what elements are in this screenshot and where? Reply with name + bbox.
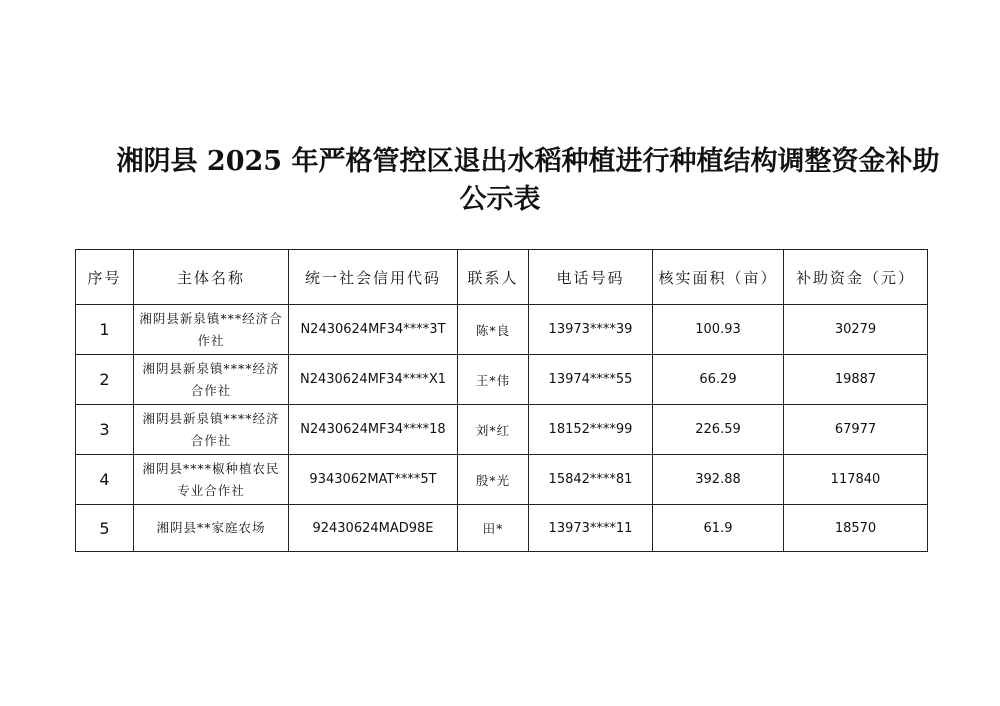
header-index: 序号	[76, 250, 134, 305]
header-entity-name: 主体名称	[134, 250, 289, 305]
cell-index: 1	[76, 305, 134, 355]
cell-entity-name: 湘阴县新泉镇****经济合作社	[134, 405, 289, 455]
header-credit-code: 统一社会信用代码	[289, 250, 458, 305]
cell-entity-name: 湘阴县**家庭农场	[134, 505, 289, 552]
cell-contact: 田*	[458, 505, 529, 552]
cell-area: 226.59	[653, 405, 784, 455]
table-row	[76, 405, 928, 455]
cell-subsidy: 30279	[784, 305, 928, 355]
title-line-2: 公示表	[459, 184, 541, 215]
table-row	[76, 355, 928, 405]
cell-area: 61.9	[653, 505, 784, 552]
cell-contact: 殷*光	[458, 455, 529, 505]
table-row	[76, 305, 928, 355]
cell-entity-name: 湘阴县****椒种植农民专业合作社	[134, 455, 289, 505]
cell-index: 2	[76, 355, 134, 405]
cell-phone: 13973****11	[529, 505, 653, 552]
cell-entity-name: 湘阴县新泉镇****经济合作社	[134, 355, 289, 405]
cell-credit-code: N2430624MF34****18	[289, 405, 458, 455]
cell-credit-code: N2430624MF34****3T	[289, 305, 458, 355]
cell-contact: 陈*良	[458, 305, 529, 355]
header-phone: 电话号码	[529, 250, 653, 305]
cell-area: 392.88	[653, 455, 784, 505]
cell-area: 66.29	[653, 355, 784, 405]
subsidy-table	[75, 249, 928, 552]
cell-credit-code: 9343062MAT****5T	[289, 455, 458, 505]
cell-index: 4	[76, 455, 134, 505]
cell-credit-code: 92430624MAD98E	[289, 505, 458, 552]
cell-phone: 15842****81	[529, 455, 653, 505]
cell-contact: 王*伟	[458, 355, 529, 405]
cell-subsidy: 117840	[784, 455, 928, 505]
header-area: 核实面积（亩）	[653, 250, 784, 305]
title-line-1: 湘阴县 2025 年严格管控区退出水稻种植进行种植结构调整资金补助	[116, 146, 940, 177]
cell-contact: 刘*红	[458, 405, 529, 455]
cell-phone: 18152****99	[529, 405, 653, 455]
cell-area: 100.93	[653, 305, 784, 355]
table-row	[76, 455, 928, 505]
cell-entity-name: 湘阴县新泉镇***经济合作社	[134, 305, 289, 355]
page-title	[0, 143, 1000, 219]
cell-phone: 13973****39	[529, 305, 653, 355]
table-header-row	[76, 250, 928, 305]
header-subsidy: 补助资金（元）	[784, 250, 928, 305]
header-contact: 联系人	[458, 250, 529, 305]
cell-subsidy: 18570	[784, 505, 928, 552]
cell-subsidy: 19887	[784, 355, 928, 405]
cell-index: 5	[76, 505, 134, 552]
cell-credit-code: N2430624MF34****X1	[289, 355, 458, 405]
cell-phone: 13974****55	[529, 355, 653, 405]
cell-index: 3	[76, 405, 134, 455]
table-row	[76, 505, 928, 552]
cell-subsidy: 67977	[784, 405, 928, 455]
